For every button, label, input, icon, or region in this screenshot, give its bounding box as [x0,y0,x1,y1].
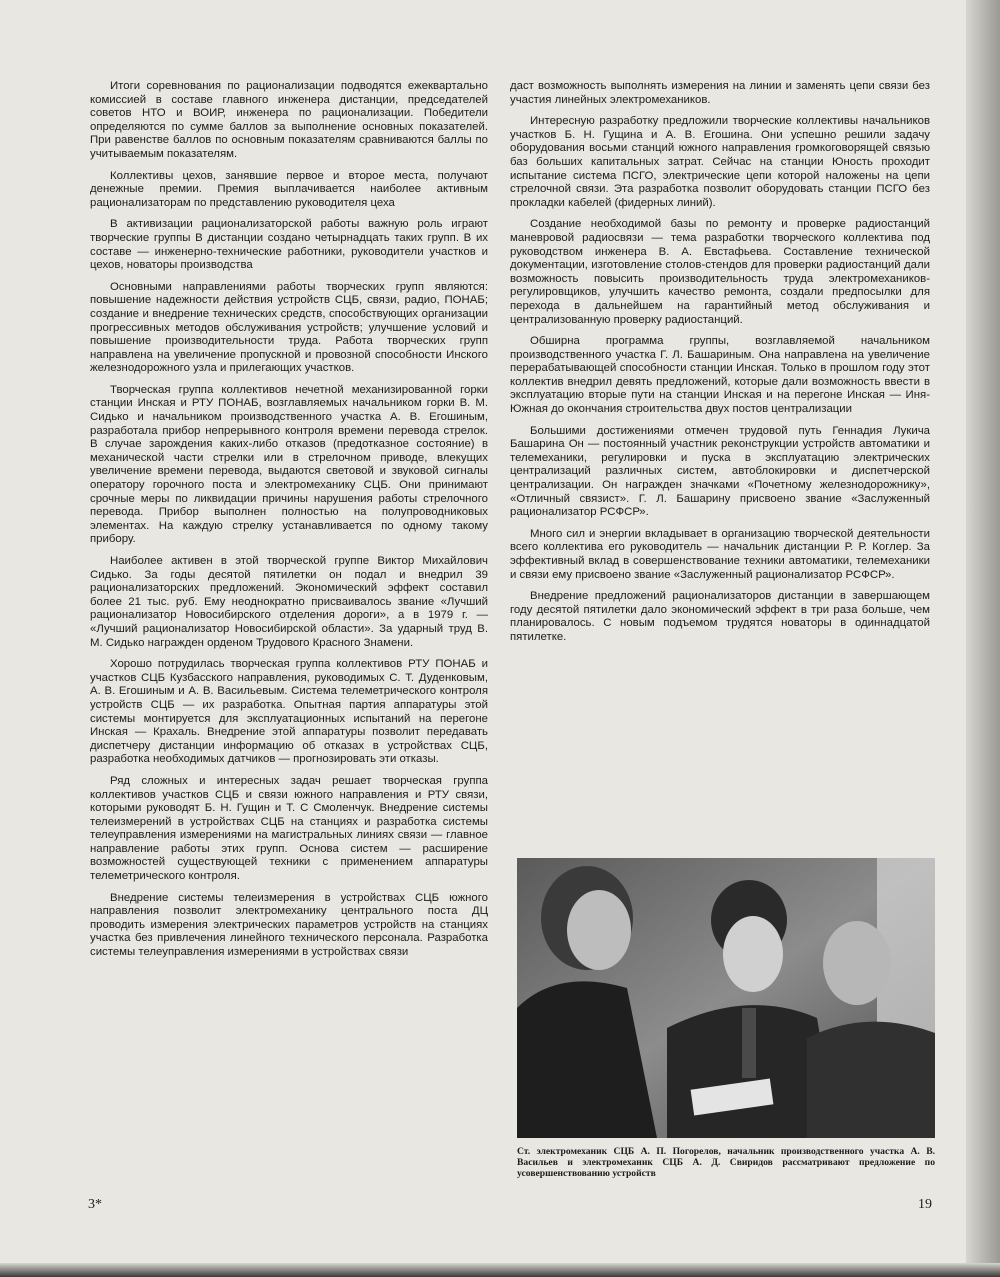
paragraph: В активизации рационализаторской работы важную роль играют творческие группы В дистанции создано четырнадцать таких групп. В их составе — инженерно-технические работники, руководители участков и цехов, новаторы производства [90,218,488,272]
page-bottom-shadow [0,1263,1000,1277]
left-text-column [90,80,488,968]
paragraph: Ряд сложных и интересных задач решает творческая группа коллективов участков СЦБ и связи южного направления и РТУ связи, которыми руководят Б. Н. Гущин и Т. С Смоленчук. Внедрение системы телеизмерений в устройствах СЦБ на станциях и разработка системы телеуправления измерениями на магистральных линиях связи — главное направление работы этих групп. Основа систем — расширение возможностей существующей техники с применением аппаратуры телеметрического контроля. [90,774,488,883]
paragraph: Обширна программа группы, возглавляемой начальником производственного участка Г. Л. Башариным. Она направлена на увеличение перерабатывающей способности станции Инская. Только в прошлом году этот коллектив внедрил девять предложений, которые дали возможность ввести в эксплуатацию вторые пути на станции Инская и на перегоне Инская — Иня-Южная до окончания строительства двух постов централизации [510,335,930,416]
signature-mark: 3* [88,1197,102,1212]
paragraph: Коллективы цехов, занявшие первое и второе места, получают денежные премии. Премия выплачивается наиболее активным рационализаторам по представлению руководителя цеха [90,169,488,209]
paragraph: Внедрение предложений рационализаторов дистанции в завершающем году десятой пятилетки дало экономический эффект в три раза больше, чем планировалось. С новым подъемом трудятся новаторы в одиннадцатой пятилетке. [510,590,930,643]
paragraph: Основными направлениями работы творческих групп являются: повышение надежности действия устройств СЦБ, связи, радио, ПОНАБ; создание и внедрение технических средств, способствующих организации прогрессивных методов обслуживания устройств; улучшение условий и повышение производительности труда. Работа творческих групп направлена на увеличение пропускной и провозной способности Инского железнодорожного узла и прилегающих участков. [90,280,488,375]
photo-caption: Ст. электромеханик СЦБ А. П. Погорелов, начальник производственного участка А. В. Васильев и электромеханик СЦБ А. Д. Свиридов рассматривают предложение по усовершенствованию устройств [517,1146,935,1180]
news-photo [517,858,935,1138]
paragraph-continuation: даст возможность выполнять измерения на линии и заменять цепи связи без участия линейных электромехаников. [510,80,930,106]
paragraph: Большими достижениями отмечен трудовой путь Геннадия Лукича Башарина Он — постоянный участник реконструкции устройств автоматики и телемеханики, регулировки и пуска в эксплуатацию электрических централизаций различных систем, автоблокировки и диспетчерской централизации. Он награжден значками «Почетному железнодорожнику», «Отличный связист». Г. Л. Башарину присвоено звание «Заслуженный рационализатор РСФСР». [510,424,930,519]
page-edge-shadow [966,0,1000,1277]
paragraph: Создание необходимой базы по ремонту и проверке радиостанций маневровой радиосвязи — тема разработки творческого коллектива под руководством инженера В. А. Евстафьева. Составление технической документации, изготовление столов-стендов для проверки радиостанций дали возможность повысить производительность труда электромехаников-регулировщиков, улучшить качество ремонта, создали предпосылки для перехода в дальнейшем на гарантийный метод обслуживания и централизованную проверку радиостанций. [510,218,930,326]
paragraph: Интересную разработку предложили творческие коллективы начальников участков Б. Н. Гущина и А. В. Егошина. Они успешно решили задачу оборудования восьми станций южного направления громкоговорящей связью баз больших капитальных затрат. Сейчас на станции Юность проходит испытание система ПСГО, электрические цепи которой наложены на цепи стрелочной связи. Эта разработка позволит оборудовать станции ПСГО без прокладки кабелей (фидерных линий). [510,115,930,209]
photo-illustration [517,858,935,1138]
paragraph: Внедрение системы телеизмерения в устройствах СЦБ южного направления позволит электромеханику центрального поста ДЦ проводить измерения электрических параметров устройств на станциях участка без привлечения линейного технического персонала. Разработка системы телеуправления измерениями в устройствах связи [90,891,488,959]
paragraph: Итоги соревнования по рационализации подводятся ежеквартально комиссией в составе главного инженера дистанции, председателей советов НТО и ВОИР, инженера по рационализации. Победители определяются по сумме баллов за выполнение основных показателей. При равенстве баллов по основным показателям сравниваются баллы по учитываемым показателям. [90,80,488,160]
right-text-column [510,80,930,653]
paragraph: Творческая группа коллективов нечетной механизированной горки станции Инская и РТУ ПОНАБ, возглавляемых начальником горки В. М. Сидько и начальником производственного участка А. В. Егошиным, разработала прибор непрерывного контроля времени перевода стрелок. В случае зарождения каких-либо отказов (предотказное состояние) в механической части стрелки или в стрелочном приводе, влекущих увеличение времени перевода, выдаются световой и звуковой сигналы оператору горочного поста и электромеханику СЦБ. Они принимают срочные меры по ликвидации причины нарушения работы стрелочного перевода. Прибор выполнен полностью на полупроводниковых элементах. На каждую стрелку устанавливается по одному такому прибору. [90,383,488,546]
paragraph: Хорошо потрудилась творческая группа коллективов РТУ ПОНАБ и участков СЦБ Кузбасского направления, руководимых С. Т. Дуденковым, А. В. Егошиным и А. В. Васильевым. Система телеметрического контроля устройств СЦБ — их разработка. Опытная партия аппаратуры этой системы монтируется для эксплуатационных испытаний на перегоне Инская — Крахаль. Внедрение этой аппаратуры позволит передавать диспетчеру дистанции информацию об отказах в устройствах СЦБ, разработка необходимых датчиков — прогнозировать эти отказы. [90,658,488,766]
paragraph: Много сил и энергии вкладывает в организацию творческой деятельности всего коллектива его руководитель — начальник дистанции Р. Р. Коглер. За эффективный вклад в совершенствование техники автоматики, телемеханики и связи ему присвоено звание «Заслуженный рационализатор РСФСР». [510,527,930,581]
paragraph: Наиболее активен в этой творческой группе Виктор Михайлович Сидько. За годы десятой пятилетки он подал и внедрил 39 рационализаторских предложений. Экономический эффект составил более 21 тыс. руб. Ему неоднократно присваивалось звание «Лучший рационализатор Новосибирского отделения дороги», а в 1979 г. — «Лучший рационализатор Новосибирской области». За ударный труд В. М. Сидько награжден орденом Трудового Красного Знамени. [90,555,488,649]
page-number: 19 [918,1197,932,1212]
